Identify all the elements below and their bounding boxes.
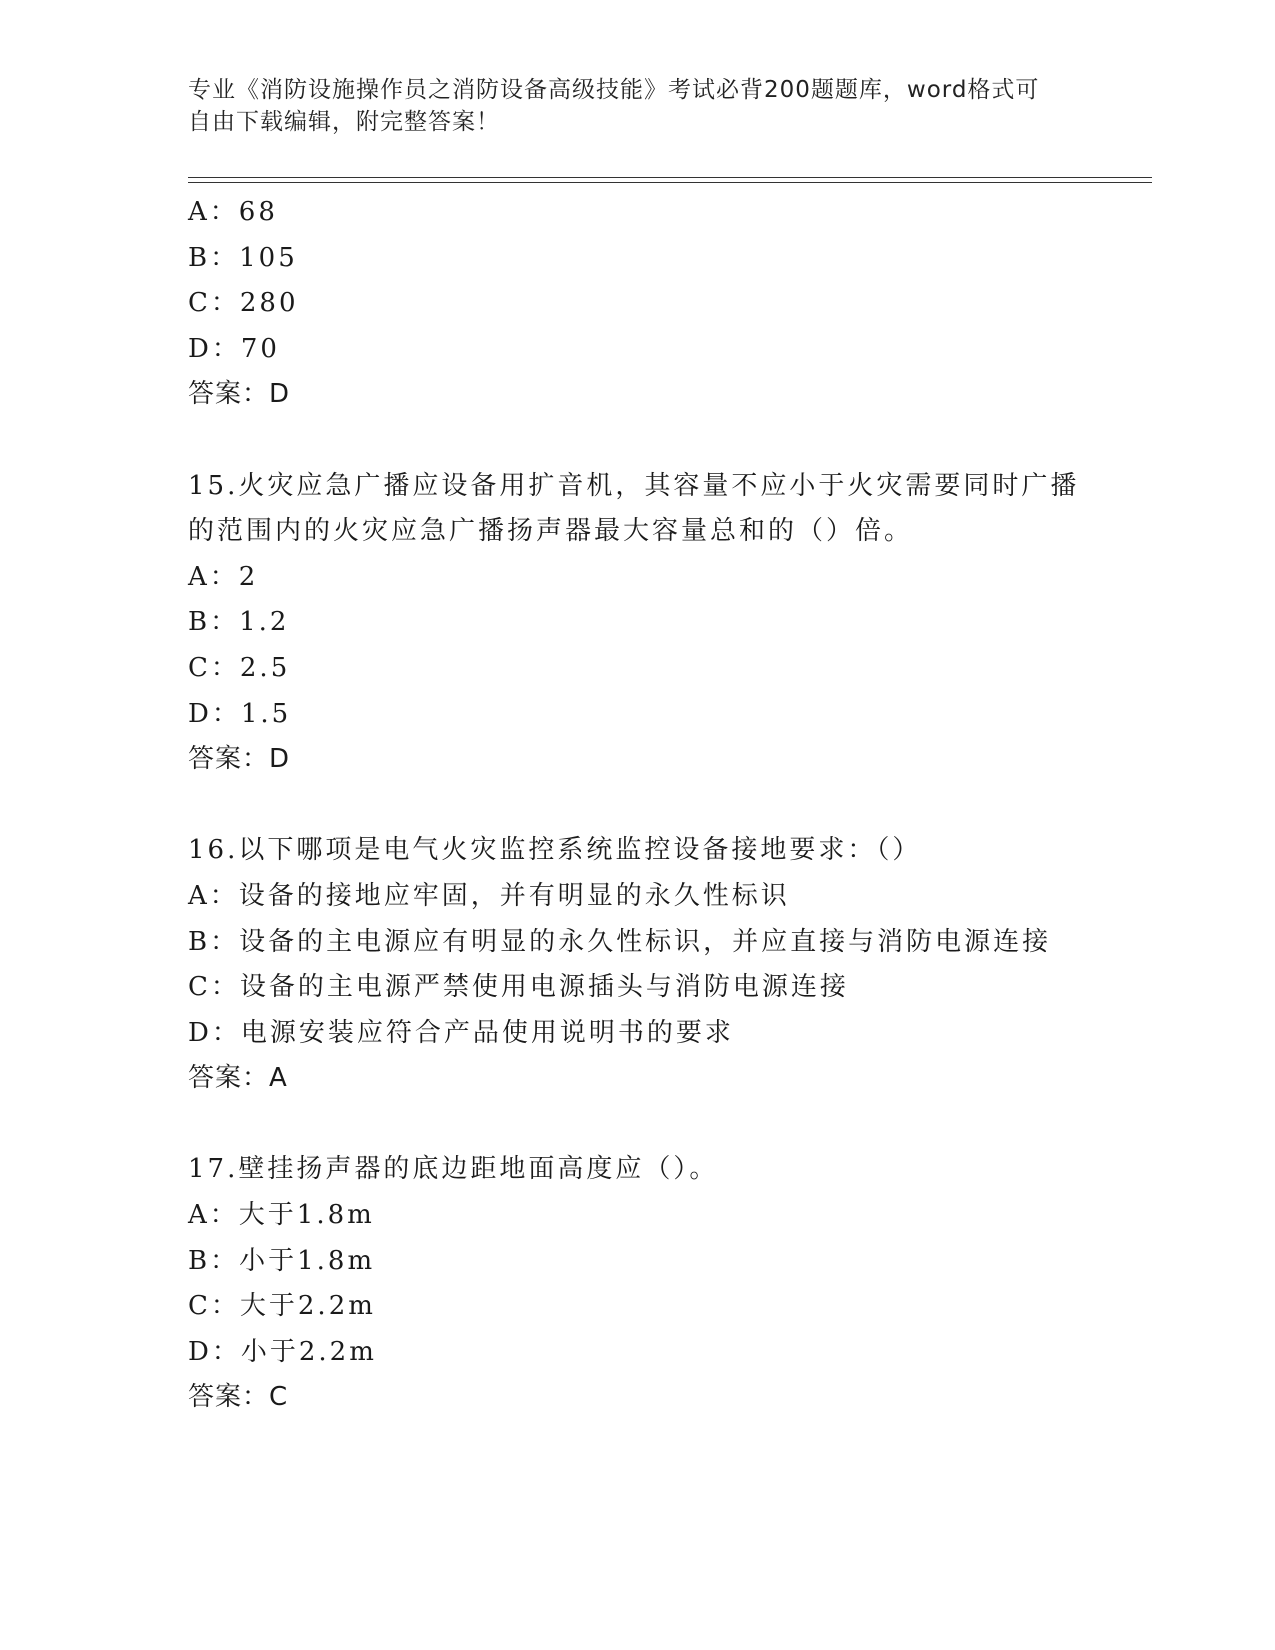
question-text: 16.以下哪项是电气火灾监控系统监控设备接地要求：（） xyxy=(188,835,922,866)
option-b: B：1.2 xyxy=(188,607,290,638)
spacer xyxy=(188,783,1148,829)
question-text: 15.火灾应急广播应设备用扩音机，其容量不应小于火灾需要同时广播 xyxy=(188,470,1080,501)
question-16 xyxy=(188,828,1148,1102)
answer-line: 答案：C xyxy=(188,1382,289,1413)
option-b: B：设备的主电源应有明显的永久性标识，并应直接与消防电源连接 xyxy=(188,926,1052,957)
answer-line: 答案：D xyxy=(188,379,291,410)
option-c: C：2.5 xyxy=(188,652,291,683)
option-c: C：设备的主电源严禁使用电源插头与消防电源连接 xyxy=(188,972,849,1003)
answer-line: 答案：D xyxy=(188,744,291,775)
option-c: C：280 xyxy=(188,288,299,319)
header-divider-top xyxy=(188,177,1152,178)
option-a: A：设备的接地应牢固，并有明显的永久性标识 xyxy=(188,880,790,911)
spacer xyxy=(188,418,1148,464)
question-15 xyxy=(188,464,1148,783)
question-14 xyxy=(188,190,1148,418)
document-header xyxy=(188,74,1068,138)
header-line-1: 专业《消防设施操作员之消防设备高级技能》考试必背200题题库，word格式可 xyxy=(188,77,1040,103)
option-a: A：大于1.8m xyxy=(188,1200,375,1231)
option-c: C：大于2.2m xyxy=(188,1291,376,1322)
option-a: A：68 xyxy=(188,197,278,227)
header-line-2: 自由下载编辑，附完整答案！ xyxy=(188,109,500,135)
option-d: D：1.5 xyxy=(188,698,292,729)
option-d: D：电源安装应符合产品使用说明书的要求 xyxy=(188,1017,734,1048)
spacer xyxy=(188,1102,1148,1148)
option-d: D：小于2.2m xyxy=(188,1336,377,1367)
option-a: A：2 xyxy=(188,561,259,592)
question-text-continued: 的范围内的火灾应急广播扬声器最大容量总和的（）倍。 xyxy=(188,516,914,547)
option-b: B：105 xyxy=(188,242,298,273)
question-17 xyxy=(188,1147,1148,1421)
document-body xyxy=(188,190,1148,1421)
option-d: D：70 xyxy=(188,333,280,364)
question-text: 17.壁挂扬声器的底边距地面高度应（）。 xyxy=(188,1154,719,1185)
header-divider-bottom xyxy=(188,182,1152,183)
answer-line: 答案：A xyxy=(188,1063,288,1094)
option-b: B：小于1.8m xyxy=(188,1245,376,1276)
